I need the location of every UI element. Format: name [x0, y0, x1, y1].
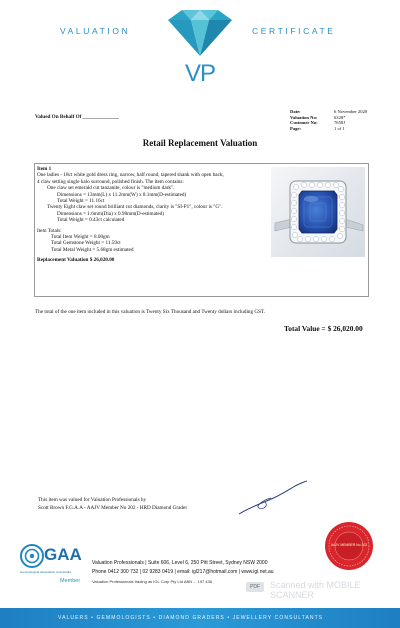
meta-label: Customer No: [290, 120, 318, 126]
summary-text: The total of the one item included in this valuation is Twenty Six Thousand and Twenty dollars including GST. [35, 309, 266, 315]
contact-trading-as: Valuation Professionals trading as IGL Corp Pty Ltd ABN ... 197 436 [92, 579, 213, 584]
ring-photo [271, 167, 365, 257]
meta-label: Page: [290, 125, 301, 131]
meta-value: 1 of 1 [334, 125, 345, 131]
meta-value: 6328* [334, 114, 346, 120]
valued-for-text: This item was valued for Valuation Professionals by [38, 497, 147, 503]
replacement-valuation: Replacement Valuation $ 26,020.00 [37, 257, 115, 264]
gaa-emblem-icon [20, 544, 44, 568]
stone2-line: Twenty Eight claw set round brilliant cut diamonds, clarity is "SI-P1", colour is "G". [47, 204, 223, 211]
meta-value: 7658J [334, 120, 345, 126]
logo-text: VP [184, 60, 215, 87]
footer-bar [0, 608, 400, 628]
document-title: Retail Replacement Valuation [142, 138, 258, 148]
valued-on-behalf: Valued On Behalf Of ______________ [35, 114, 119, 120]
item-heading: Item 1 [37, 166, 52, 172]
meta-block [290, 109, 380, 131]
scanner-watermark: Scanned with MOBILE SCANNER [270, 580, 361, 600]
item-box [34, 163, 369, 297]
contact-address: Valuation Professionals | Suite 606, Level 6, 250 Pitt Street, Sydney NSW 2000 [92, 560, 268, 566]
item-totals-heading: Item Totals: [37, 227, 62, 234]
valuer-line: Scott Brown F.G.A.A - AAJV Member No 202 - HRD Diamond Grader [38, 505, 188, 511]
seal-text: AAJV MEMBER No 202 [330, 543, 368, 547]
total-value: Total Value = $ 26,020.00 [284, 324, 363, 333]
item-desc-line2: 4 claw setting single halo surround, polished finish. The item contains: [37, 178, 184, 185]
ring-image [271, 167, 365, 257]
stone1-weight: Total Weight = 11.16ct [57, 198, 105, 205]
item-desc-line1: One ladies - 18ct white gold dress ring, narrow, half round, tapered shank with open back, [37, 172, 224, 179]
item-description [37, 166, 269, 264]
vp-logo [164, 6, 236, 96]
gaa-member-label: Member [60, 578, 81, 584]
footer-bar-text: VALUERS • GEMMOLOGISTS • DIAMOND GRADERS • JEWELLERY CONSULTANTS [58, 615, 324, 621]
meta-label: Date: [290, 109, 301, 114]
total-item-weight: Total Item Weight = 8.00gm [51, 234, 110, 241]
stone2-dimensions: Dimensions = 1.6mm(Dia) x 0.98mm(D-estimated) [57, 210, 164, 217]
header-left-word: VALUATION [60, 26, 131, 36]
header-right-word: CERTIFICATE [252, 26, 336, 36]
meta-label: Valuation No: [290, 114, 318, 120]
gaa-name: GAA [44, 545, 82, 564]
total-gemstone-weight: Total Gemstone Weight = 11.59ct [51, 240, 121, 247]
signature [235, 478, 310, 518]
meta-row-page [290, 126, 380, 132]
pdf-badge: PDF [246, 582, 264, 592]
meta-value: 6 November 2020 [334, 109, 368, 114]
stone1-dimensions: Dimensions = 13mm(L) x 11.2mm(W) x 8.1mm(D-estimated) [57, 191, 187, 198]
total-metal-weight: Total Metal Weight = 5.68gm estimated [51, 246, 134, 253]
gaa-subtitle: Gemmological Association of Australia [20, 570, 71, 574]
aajv-seal [324, 521, 374, 571]
stone2-weight: Total Weight = 0.43ct calculated [57, 217, 125, 224]
contact-phone-email: Phone 0412 300 732 | 02 9283 0419 | email: igl217@hotmail.com | www.igl.net.au [92, 569, 274, 575]
stone1-line: One claw set emerald cut tanzanite, colour is "medium dark". [47, 185, 175, 192]
